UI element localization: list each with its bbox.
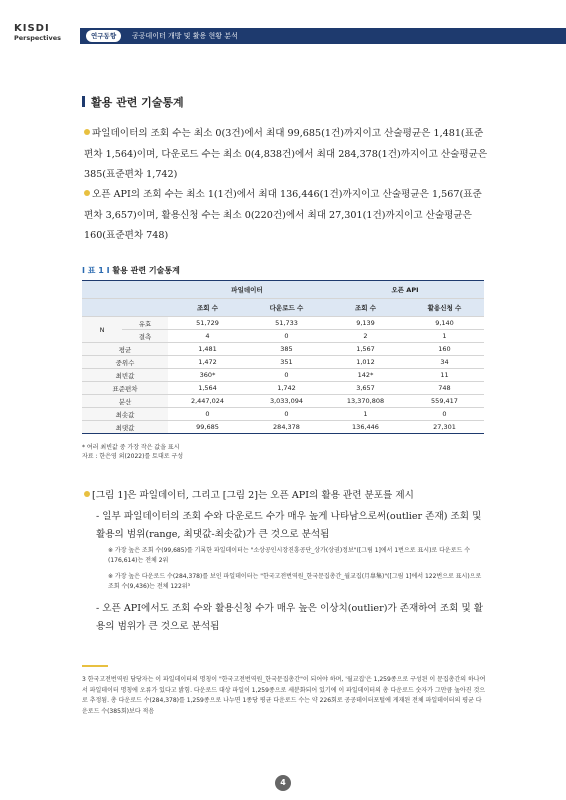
- table-title: [82, 265, 180, 276]
- table-cell: 1,012: [326, 356, 405, 369]
- stats-table: [82, 280, 484, 434]
- table-cell: 1,472: [168, 356, 247, 369]
- page-number: 4: [275, 775, 291, 791]
- bullet-dot-icon: [84, 129, 90, 135]
- page-header: [0, 0, 566, 50]
- table-cell: 99,685: [168, 421, 247, 434]
- row-header: 표준편차: [82, 382, 168, 395]
- table-row: [82, 369, 484, 382]
- table-cell: 0: [247, 369, 326, 382]
- row-header: 최빈값: [82, 369, 168, 382]
- paragraph-text: [그림 1]은 파일데이터, 그리고 [그림 2]는 오픈 API의 활용 관련 분포를 제시: [92, 490, 414, 501]
- table-cell: 284,378: [247, 421, 326, 434]
- row-header: 중위수: [82, 356, 168, 369]
- kisdi-logo: [14, 24, 84, 43]
- table-cell: 0: [405, 408, 484, 421]
- section-title-text: 활용 관련 기술통계: [91, 96, 184, 109]
- logo-sub: Perspectives: [14, 34, 62, 42]
- col-header: 활용신청 수: [405, 299, 484, 317]
- table-cell: 0: [168, 408, 247, 421]
- table-cell: 748: [405, 382, 484, 395]
- table-note: * 여러 최빈값 중 가장 작은 값을 표시: [82, 444, 180, 451]
- col-header: 다운로드 수: [247, 299, 326, 317]
- table-cell: 27,301: [405, 421, 484, 434]
- logo-main: KISDI: [14, 23, 50, 34]
- table-label: I 표 1 I: [82, 266, 110, 275]
- bullet-dot-icon: [84, 190, 90, 196]
- table-cell: 9,139: [326, 317, 405, 330]
- section-bar-icon: [82, 96, 85, 107]
- category-pill: 연구동향: [86, 30, 121, 42]
- table-col-header-row: [82, 299, 484, 317]
- table-cell: 1: [405, 330, 484, 343]
- table-cell: 351: [247, 356, 326, 369]
- table-cell: 136,446: [326, 421, 405, 434]
- table-row: [82, 395, 484, 408]
- paragraph-figures: [84, 486, 488, 507]
- table-notes: [82, 443, 183, 461]
- table-cell: 51,733: [247, 317, 326, 330]
- sub-point-api-outlier: - 오픈 API에서도 조회 수와 활용신청 수가 매우 높은 이상치(outlier)가 존재하여 조회 및 활용의 범위가 큰 것으로 분석됨: [96, 603, 484, 632]
- col-header: 조회 수: [168, 299, 247, 317]
- bullet-dot-icon: [84, 491, 90, 497]
- table-cell: 9,140: [405, 317, 484, 330]
- col-header: 조회 수: [326, 299, 405, 317]
- sub-point-file-outlier: - 일부 파일데이터의 조회 수와 다운로드 수가 매우 높게 나타남으로써(outlier 존재) 조회 및 활용의 범위(range, 최댓값-최솟값)가 큰 것으로 분석됨: [96, 511, 482, 540]
- table-cell: 1,564: [168, 382, 247, 395]
- table-cell: 0: [247, 408, 326, 421]
- group-header-file-data: 파일데이터: [168, 281, 326, 299]
- header-bar: [80, 28, 566, 44]
- table-cell: 360*: [168, 369, 247, 382]
- table-title-text: 활용 관련 기술통계: [112, 266, 180, 275]
- table-cell: 160: [405, 343, 484, 356]
- section-title: [82, 94, 184, 110]
- table-source: 자료 : 한은영 외(2022)를 토대로 구성: [82, 453, 184, 460]
- table-cell: 4: [168, 330, 247, 343]
- table-cell: 34: [405, 356, 484, 369]
- table-cell: 2,447,024: [168, 395, 247, 408]
- table-cell: 3,033,094: [247, 395, 326, 408]
- table-row: [82, 317, 484, 330]
- paragraph-file-data: [84, 124, 488, 186]
- paragraph-text: 파일데이터의 조회 수는 최소 0(3건)에서 최대 99,685(1건)까지이고 산술평균은 1,481(표준편차 1,564)이며, 다운로드 수는 최소 0(4,838건)에서 최대 284,378(1건)까지이고 산술평균은 385(표준편차 1,742): [84, 128, 488, 180]
- table-cell: 11: [405, 369, 484, 382]
- table-cell: 2: [326, 330, 405, 343]
- table-cell: 1,567: [326, 343, 405, 356]
- table-cell: 3,657: [326, 382, 405, 395]
- row-header-n: N: [82, 317, 122, 343]
- table-row: [82, 356, 484, 369]
- row-header: 평균: [82, 343, 168, 356]
- table-cell: 51,729: [168, 317, 247, 330]
- table-cell: 1: [326, 408, 405, 421]
- row-header: 최댓값: [82, 421, 168, 434]
- table-row: [82, 330, 484, 343]
- table-row: [82, 343, 484, 356]
- table-group-header-row: [82, 281, 484, 299]
- table-cell: 1,481: [168, 343, 247, 356]
- note-max-downloads: ※ 가장 높은 다운로드 수(284,378)를 보인 파일데이터는 "한국고전번역원_한국문집총간_월교집(月皐集)"([그림 1]에서 122번으로 표시)으로 조회 수(9,436)는 전체 122위³: [108, 573, 482, 590]
- row-header: 결측: [122, 330, 168, 343]
- row-header: 분산: [82, 395, 168, 408]
- row-header: 유효: [122, 317, 168, 330]
- paragraph-text: 오픈 API의 조회 수는 최소 1(1건)에서 최대 136,446(1건)까지이고 산술평균은 1,567(표준편차 3,657)이며, 활용신청 수는 최소 0(220건)에서 최대 27,301(1건)까지이고 산술평균은 160(표준편차 748): [84, 189, 482, 241]
- table-cell: 1,742: [247, 382, 326, 395]
- group-header-open-api: 오픈 API: [326, 281, 484, 299]
- footnote-divider: [82, 665, 108, 667]
- table-row: [82, 408, 484, 421]
- table-row: [82, 382, 484, 395]
- table-row: [82, 421, 484, 434]
- table-cell: 385: [247, 343, 326, 356]
- footnote: 3 한국고전번역원 담당자는 이 파일데이터의 명칭이 "한국고전번역원_한국문집총간"이 되어야 하며, '월교집'은 1,259종으로 구성된 이 문집총간의 하나여서 파일데이터 명칭에 오류가 있다고 밝힘. 다운로드 대상 파일이 1,259종으로 세분화되어 있기에 이 파일데이터의 총 다운로드 숫자가 그만큼 높아진 것으로 추정됨. 총 다운로드 수(284,378)를 1,259종으로 나누면 1종당 평균 다운로드 수는 약 226회로 공공데이터포털에 게재된 전체 파일데이터의 평균 다운로드 수(385회)보다 적음: [82, 676, 486, 715]
- note-max-views: ※ 가장 높은 조회 수(99,685)를 기록한 파일데이터는 "소상공인시장진흥공단_상가(상권)정보"([그림 1]에서 1번으로 표시)로 다운로드 수(176,614)는 전체 2위: [108, 547, 470, 564]
- table-cell: 0: [247, 330, 326, 343]
- table-cell: 142*: [326, 369, 405, 382]
- table-cell: 559,417: [405, 395, 484, 408]
- paragraph-open-api: [84, 185, 488, 247]
- table-cell: 13,370,808: [326, 395, 405, 408]
- row-header: 최솟값: [82, 408, 168, 421]
- header-title: 공공데이터 개방 및 활용 현황 분석: [132, 32, 238, 40]
